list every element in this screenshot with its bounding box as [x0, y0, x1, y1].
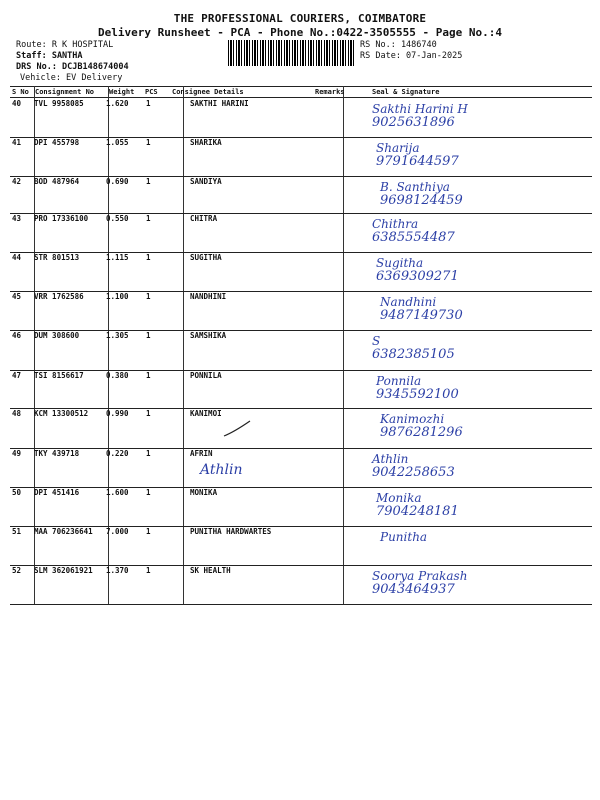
row-weight: 1.620 [106, 99, 129, 108]
row-consignment: KCM 13300512 [34, 409, 89, 418]
row-consignee: SAKTHI HARINI [190, 99, 249, 108]
signature-handwriting [380, 412, 463, 440]
signature-phone: 9698124459 [380, 193, 463, 208]
row-consignment: DUM 308600 [34, 331, 80, 340]
signature-handwriting [376, 374, 459, 402]
row-sno: 43 [12, 214, 22, 223]
signature-name: Sharija [376, 141, 420, 155]
row-pcs: 1 [146, 99, 151, 108]
row-weight: 1.115 [106, 253, 129, 262]
row-consignee: MONIKA [190, 488, 218, 497]
row-consignment: SLM 362061921 [34, 566, 93, 575]
signature-name: Chithra [372, 217, 419, 231]
row-pcs: 1 [146, 177, 151, 186]
signature-name: Sugitha [376, 256, 424, 270]
row-weight: 0.550 [106, 214, 129, 223]
row-consignment: MAA 706236641 [34, 527, 93, 536]
row-consignment: STR 801513 [34, 253, 80, 262]
signature-phone: 9791644597 [376, 154, 459, 169]
row-pcs: 1 [146, 566, 151, 575]
signature-handwriting [372, 102, 468, 130]
row-consignment: TSI 8156617 [34, 371, 84, 380]
row-consignment: DPI 455798 [34, 138, 80, 147]
signature-name: S [372, 334, 381, 348]
route-label: Route: R K HOSPITAL [16, 40, 114, 50]
row-consignment: VRR 1762586 [34, 292, 84, 301]
signature-phone: 9043464937 [372, 582, 455, 597]
tick-mark [222, 418, 252, 440]
signature-phone: 7904248181 [376, 504, 459, 519]
row-consignee: SANDIYA [190, 177, 222, 186]
vehicle-label: Vehicle: EV Delivery [20, 73, 123, 83]
row-sno: 45 [12, 292, 22, 301]
table-row [10, 214, 592, 252]
header-remarks: Remarks [315, 88, 345, 96]
row-sno: 50 [12, 488, 22, 497]
row-weight: 1.055 [106, 138, 129, 147]
row-sno: 41 [12, 138, 22, 147]
table-row [10, 566, 592, 604]
row-weight: 0.690 [106, 177, 129, 186]
row-pcs: 1 [146, 214, 151, 223]
signature-name: Sakthi Harini H [372, 102, 468, 116]
signature-name: Kanimozhi [380, 412, 445, 426]
table-row [10, 488, 592, 526]
row-pcs: 1 [146, 527, 151, 536]
row-weight: 1.370 [106, 566, 129, 575]
drs-label: DRS No.: DCJB148674004 [16, 62, 129, 72]
signature-name: Monika [376, 491, 422, 505]
row-consignee: SHARIKA [190, 138, 222, 147]
signature-name: Athlin [372, 452, 409, 466]
header-consignee: Consignee Details [172, 88, 244, 96]
signature-handwriting [372, 334, 455, 362]
header-consignment: Consignment No [35, 88, 95, 96]
row-sno: 47 [12, 371, 22, 380]
row-consignee: PONNILA [190, 371, 222, 380]
table-row [10, 449, 592, 487]
table-row [10, 99, 592, 137]
row-pcs: 1 [146, 138, 151, 147]
row-pcs: 1 [146, 253, 151, 262]
document-title: THE PROFESSIONAL COURIERS, COIMBATORE [173, 12, 427, 25]
row-pcs: 1 [146, 409, 151, 418]
barcode-image [228, 40, 356, 66]
signature-handwriting [380, 295, 463, 323]
row-consignment: BOD 487964 [34, 177, 80, 186]
row-consignee: SAMSHIKA [190, 331, 227, 340]
row-weight: 0.220 [106, 449, 129, 458]
row-sno: 46 [12, 331, 22, 340]
header-pcs: PCS [145, 88, 158, 96]
row-consignment: TKY 439718 [34, 449, 80, 458]
row-sno: 52 [12, 566, 22, 575]
row-weight: 0.990 [106, 409, 129, 418]
table-row [10, 527, 592, 565]
row-consignment: DPI 451416 [34, 488, 80, 497]
row-weight: 0.380 [106, 371, 129, 380]
row-pcs: 1 [146, 449, 151, 458]
table-row [10, 292, 592, 330]
signature-phone: 6385554487 [372, 230, 455, 245]
row-pcs: 1 [146, 488, 151, 497]
row-consignee: AFRIN [190, 449, 213, 458]
signature-handwriting [372, 217, 455, 245]
signature-phone: 9876281296 [380, 425, 463, 440]
signature-handwriting [376, 491, 459, 519]
signature-name: B. Santhiya [380, 180, 450, 194]
rs-date: RS Date: 07-Jan-2025 [360, 51, 463, 61]
signature-handwriting [380, 530, 427, 543]
header-weight: Weight [109, 88, 135, 96]
row-consignee: SK HEALTH [190, 566, 231, 575]
signature-handwriting [380, 180, 463, 208]
table-header-border [10, 97, 592, 98]
row-weight: 7.000 [106, 527, 129, 536]
signature-name: Soorya Prakash [372, 569, 468, 583]
signature-name: Nandhini [380, 295, 437, 309]
signature-phone: 9487149730 [380, 308, 463, 323]
signature-handwriting [376, 256, 459, 284]
row-consignee: CHITRA [190, 214, 218, 223]
header-sno: S No [12, 88, 29, 96]
row-sno: 51 [12, 527, 22, 536]
row-sno: 42 [12, 177, 22, 186]
row-consignee: NANDHINI [190, 292, 227, 301]
row-border [10, 604, 592, 605]
row-pcs: 1 [146, 371, 151, 380]
signature-handwriting [372, 569, 467, 597]
signature-phone: 9042258653 [372, 465, 455, 480]
signature-phone: 9345592100 [376, 387, 459, 402]
row-consignment: PRO 17336100 [34, 214, 89, 223]
staff-label: Staff: SANTHA [16, 51, 83, 61]
row-consignee: SUGITHA [190, 253, 222, 262]
table-row [10, 177, 592, 213]
rs-number: RS No.: 1486740 [360, 40, 437, 50]
signature-name: Ponnila [376, 374, 422, 388]
row-sno: 49 [12, 449, 22, 458]
row-sno: 40 [12, 99, 22, 108]
signature-handwriting [372, 452, 455, 480]
signature-phone: 9025631896 [372, 115, 455, 130]
signature-name: Punitha [380, 530, 428, 544]
document-subtitle: Delivery Runsheet - PCA - Phone No.:0422-3505555 - Page No.:4 [98, 26, 502, 39]
row-consignment: TVL 9958085 [34, 99, 84, 108]
signature-phone: 6369309271 [376, 269, 459, 284]
signature-handwriting [376, 141, 459, 169]
row-sno: 44 [12, 253, 22, 262]
route-info [16, 40, 129, 84]
row-weight: 1.600 [106, 488, 129, 497]
signature-phone: 6382385105 [372, 347, 455, 362]
row-sno: 48 [12, 409, 22, 418]
table-row [10, 371, 592, 408]
table-row [10, 409, 592, 448]
table-row [10, 331, 592, 370]
header-seal: Seal & Signature [372, 88, 440, 96]
row-pcs: 1 [146, 292, 151, 301]
extra-signature: Athlin [200, 462, 243, 478]
row-weight: 1.305 [106, 331, 129, 340]
row-consignee: KANIMOI [190, 409, 222, 418]
table-header [10, 87, 592, 97]
row-pcs: 1 [146, 331, 151, 340]
table-row [10, 138, 592, 176]
table-row [10, 253, 592, 291]
row-consignee: PUNITHA HARDWARTES [190, 527, 272, 536]
row-weight: 1.100 [106, 292, 129, 301]
rs-info [360, 40, 462, 62]
